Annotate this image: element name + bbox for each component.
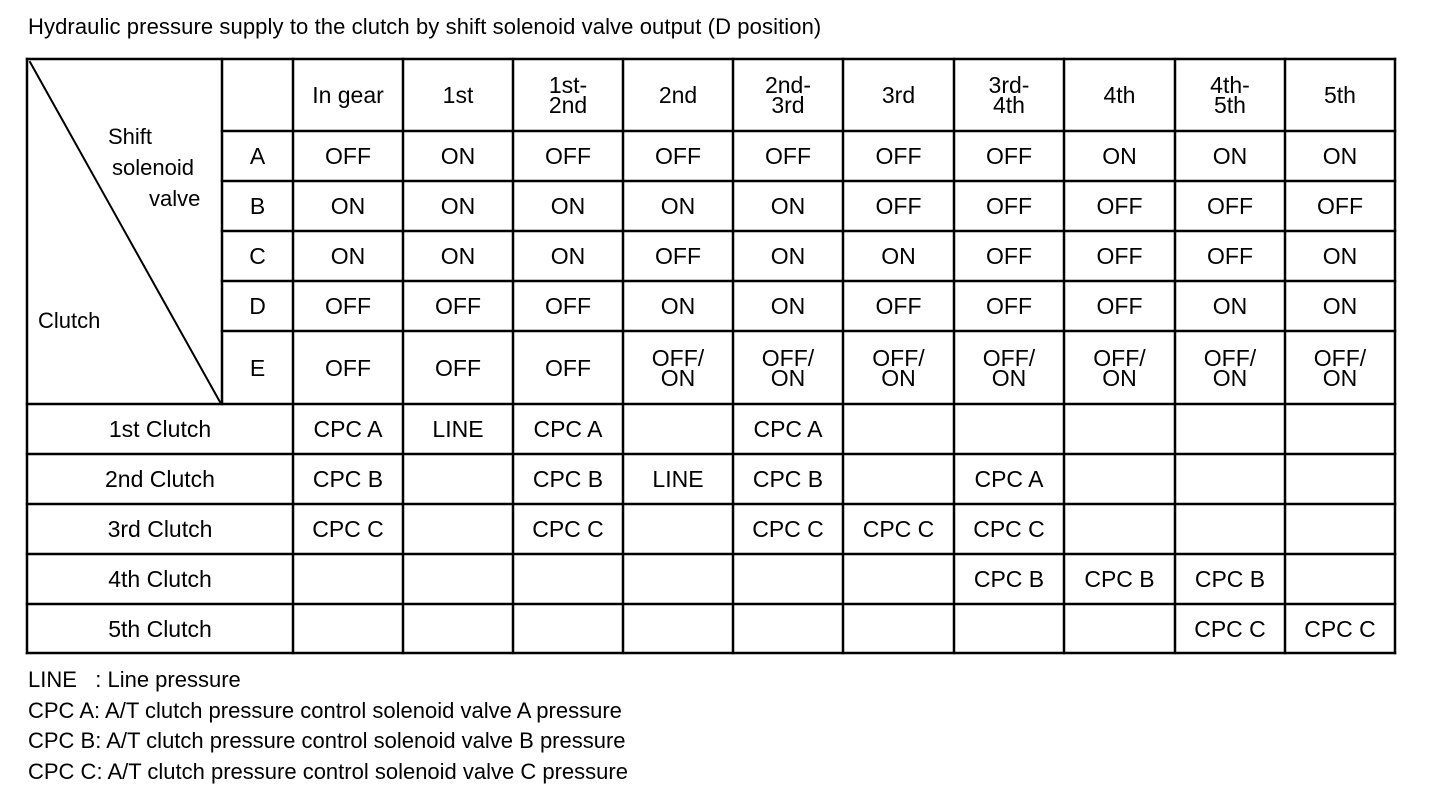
solenoid-cell: OFF — [986, 193, 1032, 219]
solenoid-cell: OFF — [325, 143, 371, 169]
solenoid-cell: OFF — [875, 293, 922, 319]
clutch-cell — [1285, 554, 1395, 604]
solenoid-cell: OFF — [435, 293, 481, 319]
clutch-cell — [623, 504, 733, 554]
solenoid-cell: OFF — [986, 143, 1032, 169]
clutch-cell: LINE — [432, 416, 484, 442]
clutch-cell — [293, 604, 403, 653]
solenoid-cell: ON — [660, 193, 696, 219]
solenoid-cell: OFF — [545, 293, 591, 319]
clutch-cell — [1285, 504, 1395, 554]
legend — [28, 665, 628, 787]
clutch-cell — [1285, 404, 1395, 454]
solenoid-cell: ON — [1322, 243, 1358, 269]
column-header: In gear — [312, 82, 384, 108]
column-header: 3rd — [881, 82, 916, 108]
clutch-cell — [513, 604, 623, 653]
solenoid-cell: OFF — [986, 293, 1032, 319]
clutch-cell — [403, 454, 513, 504]
clutch-cell: CPC A — [974, 466, 1044, 492]
solenoid-cell: OFF — [875, 143, 922, 169]
shift-solenoid-label-line1: Shift — [108, 124, 153, 149]
solenoid-label: D — [249, 293, 266, 319]
solenoid-cell: ON — [330, 193, 366, 219]
clutch-cell — [403, 504, 513, 554]
column-header: 3rd- 4th — [988, 72, 1030, 118]
solenoid-cell: OFF/ ON — [982, 344, 1036, 391]
clutch-cell: CPC B — [1194, 566, 1266, 592]
legend-cpc-b: CPC B: A/T clutch pressure control solenoid valve B pressure — [28, 728, 626, 753]
clutch-cell — [843, 604, 954, 653]
solenoid-cell: ON — [330, 243, 366, 269]
solenoid-cell: OFF — [325, 293, 371, 319]
solenoid-cell: ON — [1322, 293, 1358, 319]
clutch-cell — [733, 604, 843, 653]
column-header: 2nd- 3rd — [764, 72, 812, 118]
clutch-cell — [1064, 454, 1175, 504]
solenoid-cell: OFF/ ON — [651, 344, 705, 391]
clutch-cell — [403, 554, 513, 604]
clutch-cell: CPC B — [532, 466, 604, 492]
clutch-cell: CPC C — [862, 516, 935, 542]
page-title: Hydraulic pressure supply to the clutch by shift solenoid valve output (D position) — [28, 14, 822, 39]
clutch-cell — [1175, 504, 1285, 554]
solenoid-cell: OFF — [1207, 243, 1253, 269]
solenoid-cell: OFF — [1096, 193, 1143, 219]
clutch-cell — [733, 554, 843, 604]
legend-cpc-c: CPC C: A/T clutch pressure control solenoid valve C pressure — [28, 758, 628, 784]
column-header: 1st — [442, 82, 474, 108]
clutch-cell — [1064, 504, 1175, 554]
solenoid-label: E — [249, 354, 266, 381]
column-header: 5th — [1324, 82, 1356, 108]
solenoid-cell: OFF/ ON — [1313, 344, 1367, 391]
shift-solenoid-label-line2: solenoid — [112, 155, 194, 180]
clutch-cell — [843, 454, 954, 504]
clutch-cell — [954, 604, 1064, 653]
column-header: 4th- 5th — [1210, 72, 1250, 118]
clutch-cell: CPC C — [1194, 615, 1266, 642]
clutch-row-label: 4th Clutch — [108, 566, 212, 592]
legend-line-pressure: LINE : Line pressure — [28, 667, 241, 692]
clutch-cell: CPC B — [752, 466, 824, 492]
clutch-cell — [1175, 404, 1285, 454]
clutch-cell — [513, 554, 623, 604]
clutch-cell — [843, 554, 954, 604]
clutch-cell: CPC B — [312, 466, 384, 492]
clutch-cell: CPC A — [533, 416, 603, 442]
solenoid-cell: OFF/ ON — [1203, 344, 1257, 391]
solenoid-cell: OFF — [655, 143, 701, 169]
clutch-cell: CPC C — [752, 516, 824, 542]
solenoid-cell: ON — [1212, 293, 1248, 319]
column-header: 2nd — [658, 82, 698, 108]
clutch-row-label: 3rd Clutch — [107, 516, 213, 542]
solenoid-cell: OFF — [545, 143, 591, 169]
solenoid-cell: OFF — [986, 243, 1032, 269]
corner-diagonal — [30, 62, 220, 402]
solenoid-cell: ON — [550, 193, 586, 219]
column-header: 4th — [1103, 82, 1136, 108]
solenoid-cell: ON — [440, 243, 476, 269]
solenoid-cell: OFF — [1096, 243, 1143, 269]
clutch-axis-label: Clutch — [38, 308, 101, 333]
clutch-cell: CPC C — [973, 516, 1045, 542]
solenoid-label: B — [249, 193, 266, 219]
clutch-cell — [1064, 404, 1175, 454]
clutch-cell: CPC C — [1304, 615, 1376, 642]
clutch-cell — [623, 404, 733, 454]
solenoid-cell: OFF — [325, 354, 371, 381]
clutch-cell: CPC A — [753, 416, 823, 442]
clutch-cell — [403, 604, 513, 653]
legend-cpc-a: CPC A: A/T clutch pressure control solenoid valve A pressure — [28, 697, 622, 723]
clutch-cell: CPC B — [973, 566, 1045, 592]
solenoid-cell: OFF — [435, 354, 481, 381]
shift-solenoid-label-line3: valve — [149, 186, 201, 211]
solenoid-cell: OFF — [545, 354, 591, 381]
clutch-cell — [954, 404, 1064, 454]
column-header: 1st- 2nd — [548, 72, 588, 118]
clutch-cell — [1285, 454, 1395, 504]
clutch-cell: LINE — [652, 466, 704, 492]
solenoid-cell: OFF/ ON — [761, 344, 815, 391]
solenoid-cell: ON — [1102, 143, 1137, 169]
clutch-cell: CPC C — [312, 516, 384, 542]
clutch-row-label: 5th Clutch — [108, 615, 212, 642]
solenoid-cell: ON — [1212, 143, 1248, 169]
solenoid-cell: ON — [660, 293, 696, 319]
solenoid-cell: ON — [881, 243, 916, 269]
solenoid-cell: ON — [1322, 143, 1358, 169]
clutch-cell — [1064, 604, 1175, 653]
clutch-cell — [623, 604, 733, 653]
solenoid-cell: OFF/ ON — [1093, 344, 1146, 391]
clutch-cell — [293, 554, 403, 604]
solenoid-cell: ON — [440, 193, 476, 219]
solenoid-cell: ON — [770, 293, 806, 319]
clutch-cell — [843, 404, 954, 454]
solenoid-cell: OFF — [765, 143, 811, 169]
solenoid-cell: OFF — [1096, 293, 1143, 319]
solenoid-cell: OFF — [655, 243, 701, 269]
clutch-row-label: 2nd Clutch — [105, 466, 215, 492]
solenoid-cell: OFF — [1207, 193, 1253, 219]
clutch-cell — [623, 554, 733, 604]
clutch-cell — [1175, 454, 1285, 504]
solenoid-label: C — [249, 243, 266, 269]
clutch-cell: CPC B — [1084, 566, 1155, 592]
solenoid-cell: ON — [440, 143, 476, 169]
solenoid-cell: ON — [770, 243, 806, 269]
solenoid-cell: ON — [770, 193, 806, 219]
solenoid-label: A — [249, 143, 266, 169]
solenoid-cell: ON — [550, 243, 586, 269]
clutch-cell: CPC A — [313, 416, 383, 442]
solenoid-cell: OFF — [875, 193, 922, 219]
clutch-cell: CPC C — [532, 516, 604, 542]
clutch-row-label: 1st Clutch — [108, 416, 212, 442]
solenoid-cell: OFF/ ON — [872, 344, 925, 391]
solenoid-cell: OFF — [1317, 193, 1363, 219]
